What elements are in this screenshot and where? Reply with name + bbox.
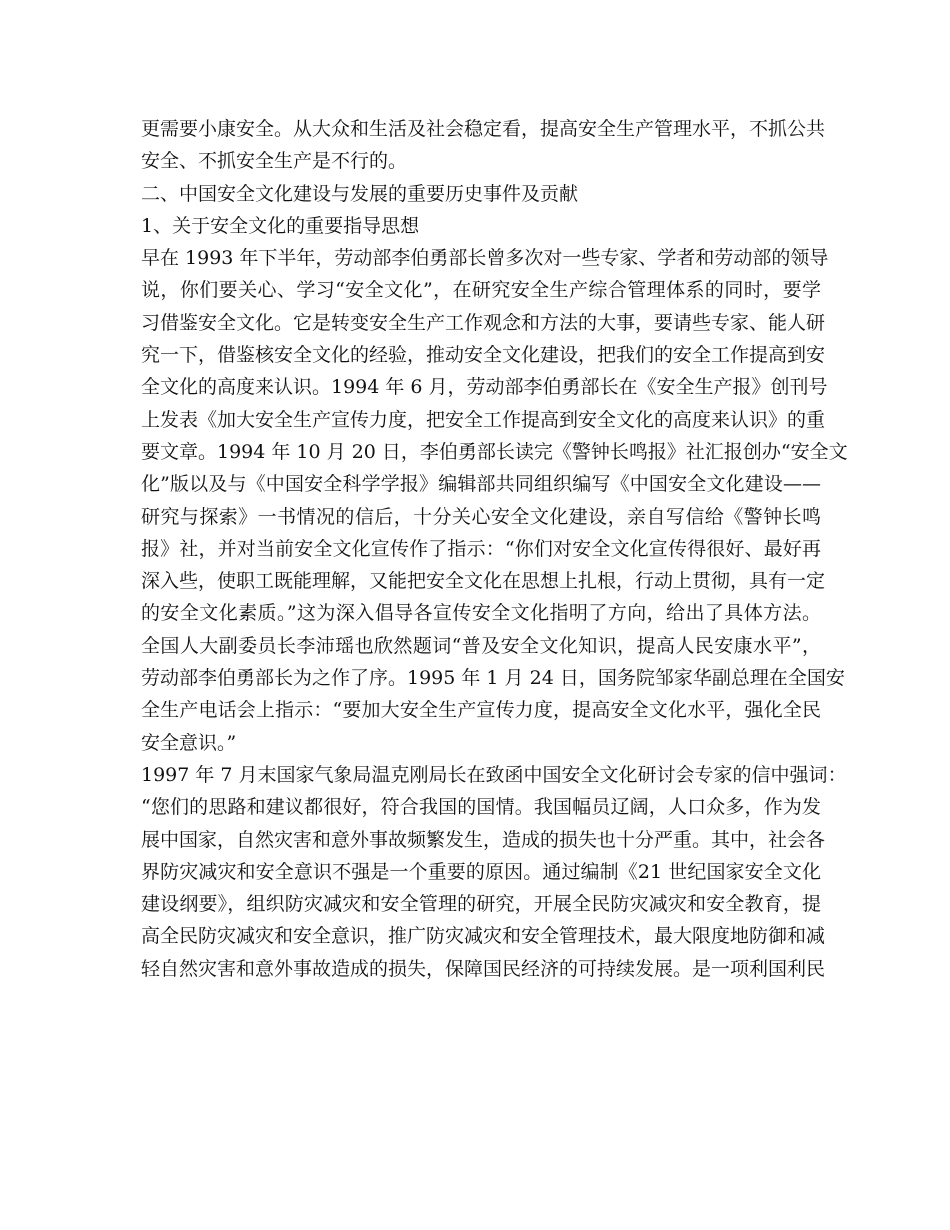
text-line: 安全意识。” xyxy=(141,731,237,754)
text-line: 全文化的高度来认识。1994 年 6 月，劳动部李伯勇部长在《安全生产报》创刊号 xyxy=(141,376,828,399)
text-line: “您们的思路和建议都很好，符合我国的国情。我国幅员辽阔，人口众多，作为发 xyxy=(141,796,821,819)
text-line: 研究与探索》一书情况的信后，十分关心安全文化建设，亲自写信给《警钟长鸣 xyxy=(141,505,821,528)
text-line: 要文章。1994 年 10 月 20 日，李伯勇部长读完《警钟长鸣报》社汇报创办“安全文 xyxy=(141,440,848,463)
text-line: 说，你们要关心、学习“安全文化”，在研究安全生产综合管理体系的同时，要学 xyxy=(141,279,821,302)
text-line: 的安全文化素质。”这为深入倡导各宣传安全文化指明了方向，给出了具体方法。 xyxy=(141,602,821,625)
text-line: 建设纲要》，组织防灾减灾和安全管理的研究，开展全民防灾减灾和安全教育，提 xyxy=(141,893,821,916)
text-line: 究一下，借鉴核安全文化的经验，推动安全文化建设，把我们的安全工作提高到安 xyxy=(141,344,826,367)
text-line: 1、关于安全文化的重要指导思想 xyxy=(141,214,420,237)
text-line: 化”版以及与《中国安全科学学报》编辑部共同组织编写《中国安全文化建设—— xyxy=(141,473,821,496)
text-line: 安全、不抓安全生产是不行的。 xyxy=(141,150,408,173)
text-line: 1997 年 7 月末国家气象局温克刚局长在致函中国安全文化研讨会专家的信中强词： xyxy=(141,763,847,786)
text-line: 展中国家，自然灾害和意外事故频繁发生，造成的损失也十分严重。其中，社会各 xyxy=(141,828,826,851)
text-line: 全国人大副委员长李沛瑶也欣然题词“普及安全文化知识，提高人民安康水平”， xyxy=(141,634,821,657)
text-line: 劳动部李伯勇部长为之作了序。1995 年 1 月 24 日，国务院邹家华副总理在全国安 xyxy=(141,667,845,690)
text-line: 早在 1993 年下半年，劳动部李伯勇部长曾多次对一些专家、学者和劳动部的领导 xyxy=(141,247,829,270)
text-line: 界防灾减灾和安全意识不强是一个重要的原因。通过编制《21 世纪国家安全文化 xyxy=(141,860,821,883)
text-line: 报》社，并对当前安全文化宣传作了指示：“你们对安全文化宣传得很好、最好再 xyxy=(141,537,821,560)
text-line: 深入些，使职工既能理解，又能把安全文化在思想上扎根，行动上贯彻，具有一定 xyxy=(141,570,826,593)
body-text xyxy=(141,113,848,985)
text-line: 习借鉴安全文化。它是转变安全生产工作观念和方法的大事，要请些专家、能人研 xyxy=(141,311,826,334)
text-line: 高全民防灾减灾和安全意识，推广防灾减灾和安全管理技术，最大限度地防御和减 xyxy=(141,925,826,948)
text-line: 上发表《加大安全生产宣传力度，把安全工作提高到安全文化的高度来认识》的重 xyxy=(141,408,826,431)
text-line: 轻自然灾害和意外事故造成的损失，保障国民经济的可持续发展。是一项利国利民 xyxy=(141,957,826,980)
text-line: 二、中国安全文化建设与发展的重要历史事件及贡献 xyxy=(141,182,579,205)
text-line: 更需要小康安全。从大众和生活及社会稳定看，提高安全生产管理水平，不抓公共 xyxy=(141,118,826,140)
text-line: 全生产电话会上指示：“要加大安全生产宣传力度，提高安全文化水平，强化全民 xyxy=(141,699,821,722)
